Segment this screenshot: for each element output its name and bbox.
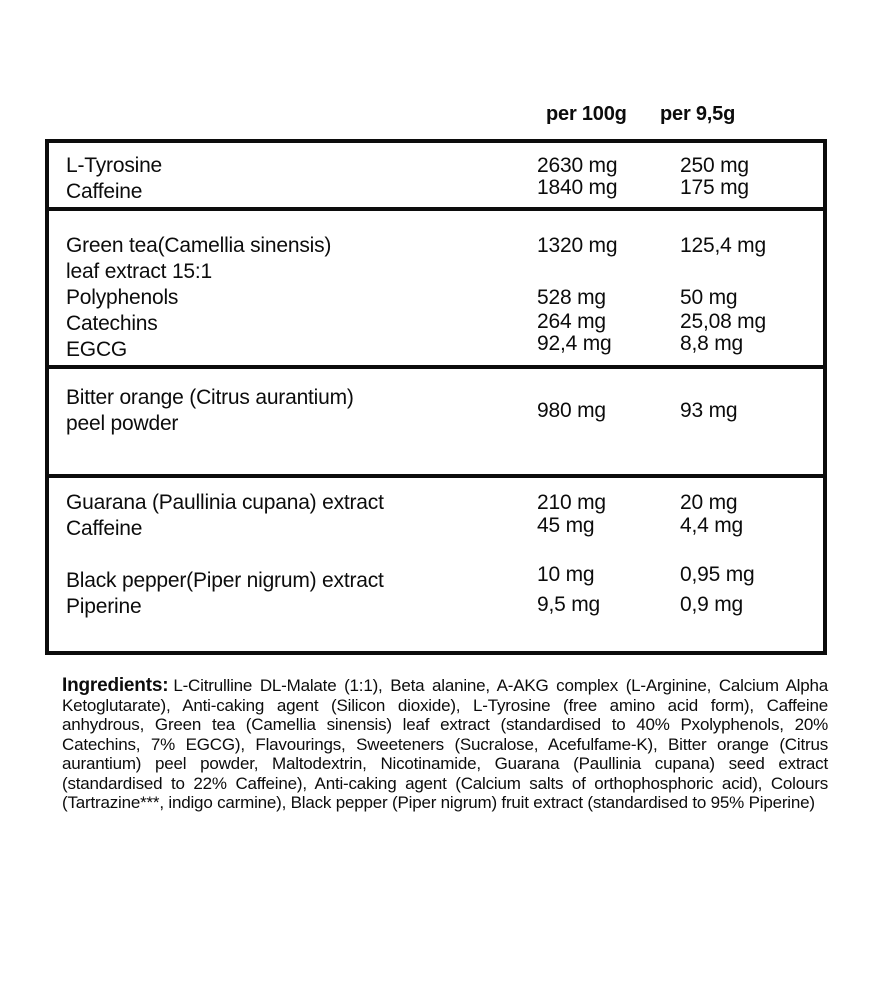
column-header-per-9-5g: per 9,5g xyxy=(660,103,736,125)
value-per-100g: 264 mg xyxy=(537,310,606,333)
table-row xyxy=(49,385,823,437)
ingredient-name: Catechins xyxy=(66,312,158,335)
table-row xyxy=(49,332,823,363)
table-row xyxy=(49,285,823,311)
value-per-100g: 528 mg xyxy=(537,286,606,309)
value-per-9-5g: 93 mg xyxy=(680,399,738,422)
table-row xyxy=(49,563,823,594)
value-per-9-5g: 250 mg xyxy=(680,154,749,177)
value-per-9-5g: 50 mg xyxy=(680,286,738,309)
value-per-100g: 92,4 mg xyxy=(537,332,612,355)
ingredient-name: Caffeine xyxy=(66,180,143,203)
ingredient-name: Piperine xyxy=(66,595,142,618)
ingredients-text: L-Citrulline DL-Malate (1:1), Beta alanine, A-AKG complex (L-Arginine, Calcium Alpha Ketoglutarate), Anti-caking agent (Silicon dioxide), L-Tyrosine (free amino acid form), Caffeine anhydrous, Green tea (Camellia sinensis) leaf extract (standardised to 40% Pxolyphenols, 20% Catechins, 7% EGCG), Flavourings, Sweeteners (Sucralose, Acefulfame-K), Bitter orange (Citrus aurantium) peel powder, Maltodextrin, Nicotinamide, Guarana (Paullinia cupana) seed extract (standardised to 22% Caffeine), Anti-caking agent (Calcium salts of orthophosphoric acid), Colours (Tartrazine***, indigo carmine), Black pepper (Piper nigrum) fruit extract (standardised to 95% Piperine) xyxy=(62,676,828,812)
table-section xyxy=(49,143,823,207)
value-per-9-5g: 125,4 mg xyxy=(680,234,766,257)
ingredient-name: Guarana (Paullinia cupana) extract xyxy=(66,491,384,514)
value-per-100g: 980 mg xyxy=(537,399,606,422)
ingredient-name: Bitter orange (Citrus aurantium) peel powder xyxy=(66,386,354,435)
table-row xyxy=(49,233,823,285)
table-row xyxy=(49,516,823,542)
ingredients-paragraph xyxy=(62,676,828,813)
table-section xyxy=(49,207,823,365)
table-section xyxy=(49,365,823,474)
value-per-100g: 1840 mg xyxy=(537,176,618,199)
value-per-100g: 210 mg xyxy=(537,491,606,514)
value-per-100g: 2630 mg xyxy=(537,154,618,177)
column-header-per-100g: per 100g xyxy=(546,103,627,125)
value-per-9-5g: 25,08 mg xyxy=(680,310,766,333)
ingredient-name: Polyphenols xyxy=(66,286,179,309)
value-per-9-5g: 4,4 mg xyxy=(680,514,743,537)
ingredients-heading: Ingredients: xyxy=(62,675,169,696)
value-per-9-5g: 20 mg xyxy=(680,491,738,514)
value-per-9-5g: 0,9 mg xyxy=(680,593,743,616)
value-per-100g: 9,5 mg xyxy=(537,593,600,616)
value-per-100g: 45 mg xyxy=(537,514,595,537)
nutrition-facts-table xyxy=(45,139,827,655)
table-row xyxy=(49,176,823,205)
ingredient-name: Black pepper(Piper nigrum) extract xyxy=(66,569,384,592)
value-per-100g: 1320 mg xyxy=(537,234,618,257)
ingredient-name: EGCG xyxy=(66,338,128,361)
value-per-9-5g: 175 mg xyxy=(680,176,749,199)
value-per-9-5g: 0,95 mg xyxy=(680,563,755,586)
ingredient-name: L-Tyrosine xyxy=(66,154,163,177)
table-section xyxy=(49,474,823,651)
ingredient-name: Green tea(Camellia sinensis) leaf extract 15:1 xyxy=(66,234,332,283)
table-row xyxy=(49,594,823,620)
value-per-100g: 10 mg xyxy=(537,563,595,586)
value-per-9-5g: 8,8 mg xyxy=(680,332,743,355)
ingredient-name: Caffeine xyxy=(66,517,143,540)
